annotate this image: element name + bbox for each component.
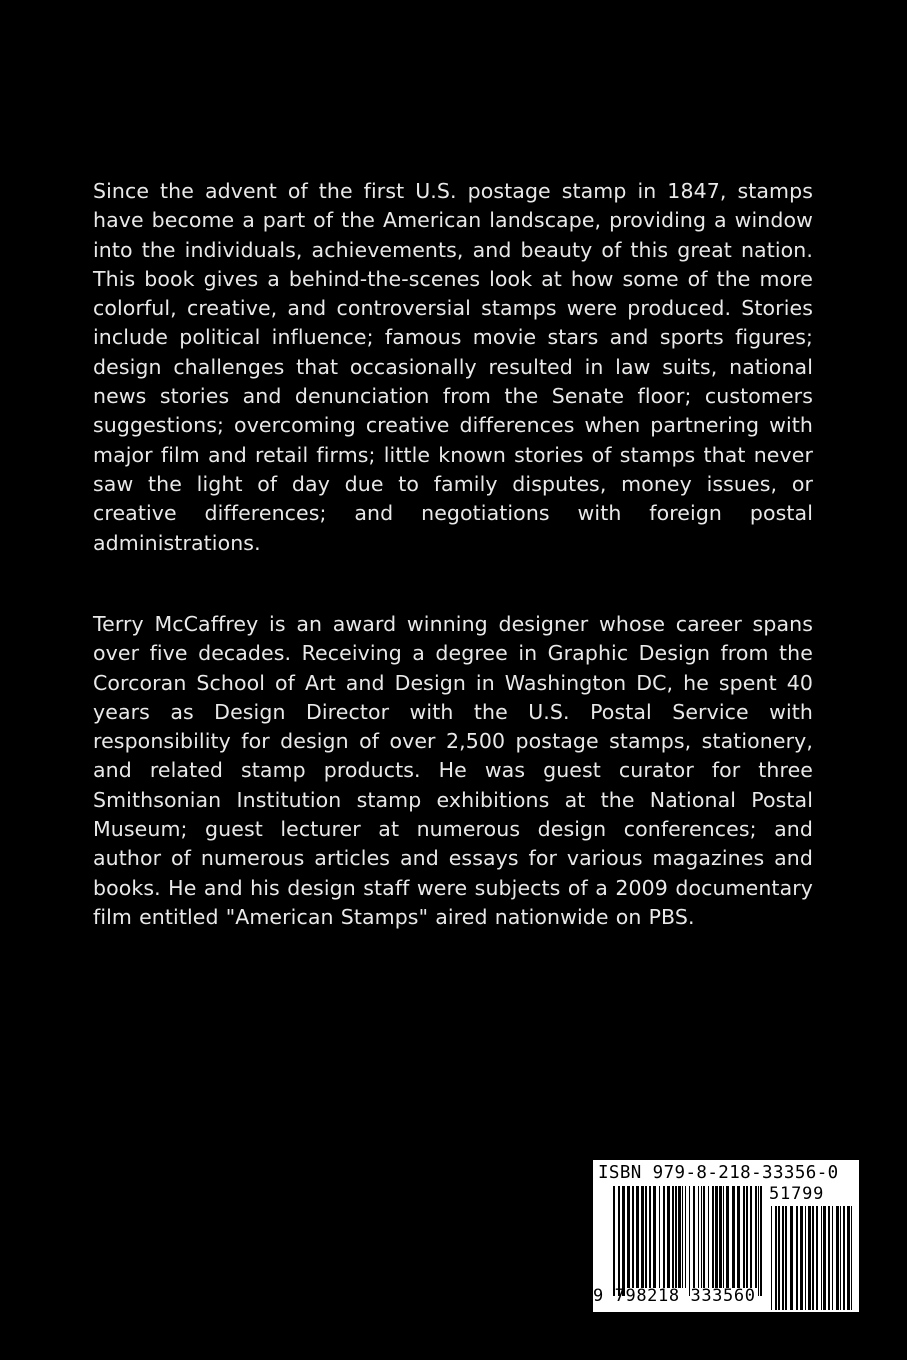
barcode-bar: [782, 1206, 784, 1310]
barcode-bar: [719, 1186, 722, 1288]
barcode-bar: [649, 1186, 651, 1288]
barcode-bar: [796, 1206, 798, 1310]
barcode-bar: [836, 1206, 839, 1310]
barcode-bar: [821, 1206, 822, 1310]
barcode-bar: [760, 1186, 762, 1296]
barcode-bar: [778, 1206, 780, 1310]
barcode-bar: [805, 1206, 806, 1310]
barcode-bar: [758, 1186, 759, 1296]
barcode-bar: [790, 1206, 793, 1310]
barcode-bar: [675, 1186, 677, 1288]
barcode-bar: [800, 1206, 803, 1310]
barcode-bar: [812, 1206, 814, 1310]
barcode-bar: [663, 1186, 665, 1288]
barcode-bar: [653, 1186, 656, 1288]
barcode-bar: [816, 1206, 818, 1310]
barcode-bar: [723, 1186, 724, 1288]
barcode-bar: [701, 1186, 702, 1288]
barcode-bar: [698, 1186, 699, 1288]
barcode-bar: [622, 1186, 625, 1296]
barcode-bar: [703, 1186, 705, 1288]
barcode-bar: [743, 1186, 745, 1288]
barcode-bar: [613, 1186, 615, 1296]
barcode-bar: [737, 1186, 740, 1288]
isbn-label: ISBN 979-8-218-33356-0: [598, 1163, 839, 1183]
ean-digits: 9 798218 333560: [593, 1286, 756, 1306]
barcode-bar: [771, 1206, 772, 1310]
barcode-bar: [755, 1186, 757, 1288]
barcode-bar: [693, 1186, 695, 1288]
barcode-bar: [689, 1186, 690, 1296]
barcode-bar: [715, 1186, 718, 1288]
barcode-bar: [708, 1186, 709, 1288]
barcode-bar: [632, 1186, 634, 1288]
barcode-bar: [641, 1186, 644, 1288]
barcode-bar: [667, 1186, 670, 1288]
barcode-bar: [645, 1186, 647, 1288]
barcode-bar: [682, 1186, 683, 1288]
barcode-bar: [627, 1186, 630, 1288]
barcode-bar: [785, 1206, 787, 1310]
barcode-bar: [828, 1206, 830, 1310]
barcode-bar: [823, 1206, 826, 1310]
isbn-barcode: [593, 1160, 859, 1312]
barcode-bar: [618, 1186, 620, 1296]
barcode-bar: [712, 1186, 714, 1288]
barcode-bar: [636, 1186, 639, 1288]
barcode-bar: [678, 1186, 681, 1288]
barcode-bar: [840, 1206, 841, 1310]
barcode-bar: [843, 1206, 845, 1310]
barcode-bar: [832, 1206, 833, 1310]
barcode-bar: [726, 1186, 729, 1288]
barcode-bar: [775, 1206, 777, 1310]
barcode-bar: [685, 1186, 686, 1288]
barcode-bar: [732, 1186, 735, 1288]
book-description: Since the advent of the first U.S. postage stamp in 1847, stamps have become a part of the American landscape, providing a window into the individuals, achievements, and beauty of this great nation. This book gives a behind-the-scenes look at how some of the more colorful, creative, and controversial stamps were produced. Stories include political influence; famous movie stars and sports figures; design challenges that occasionally resulted in law suits, national news stories and denunciation from the Senate floor; customers suggestions; overcoming creative differences when partnering with major film and retail firms; little known stories of stamps that never saw the light of day due to family disputes, money issues, or creative differences; and negotiations with foreign postal administrations.: [93, 179, 813, 555]
barcode-bar: [659, 1186, 660, 1288]
barcode-bar: [847, 1206, 850, 1310]
barcode-bar: [808, 1206, 811, 1310]
barcode-bar: [851, 1206, 852, 1310]
author-bio: Terry McCaffrey is an award winning designer whose career spans over five decades. Receiving a degree in Graphic Design from the Corcoran School of Art and Design in Washington DC, he spent 40 years as Design Director with the U.S. Postal Service with responsibility for design of over 2,500 postage stamps, stationery, and related stamp products. He was guest curator for three Smithsonian Institution stamp exhibitions at the National Postal Museum; guest lecturer at numerous design conferences; and author of numerous articles and essays for various magazines and books. He and his design staff were subjects of a 2009 documentary film entitled "American Stamps" aired nationwide on PBS.: [93, 612, 813, 929]
barcode-bar: [746, 1186, 748, 1288]
barcode-bar: [750, 1186, 752, 1288]
barcode-bar: [672, 1186, 674, 1288]
addon-digits: 51799: [769, 1184, 825, 1204]
